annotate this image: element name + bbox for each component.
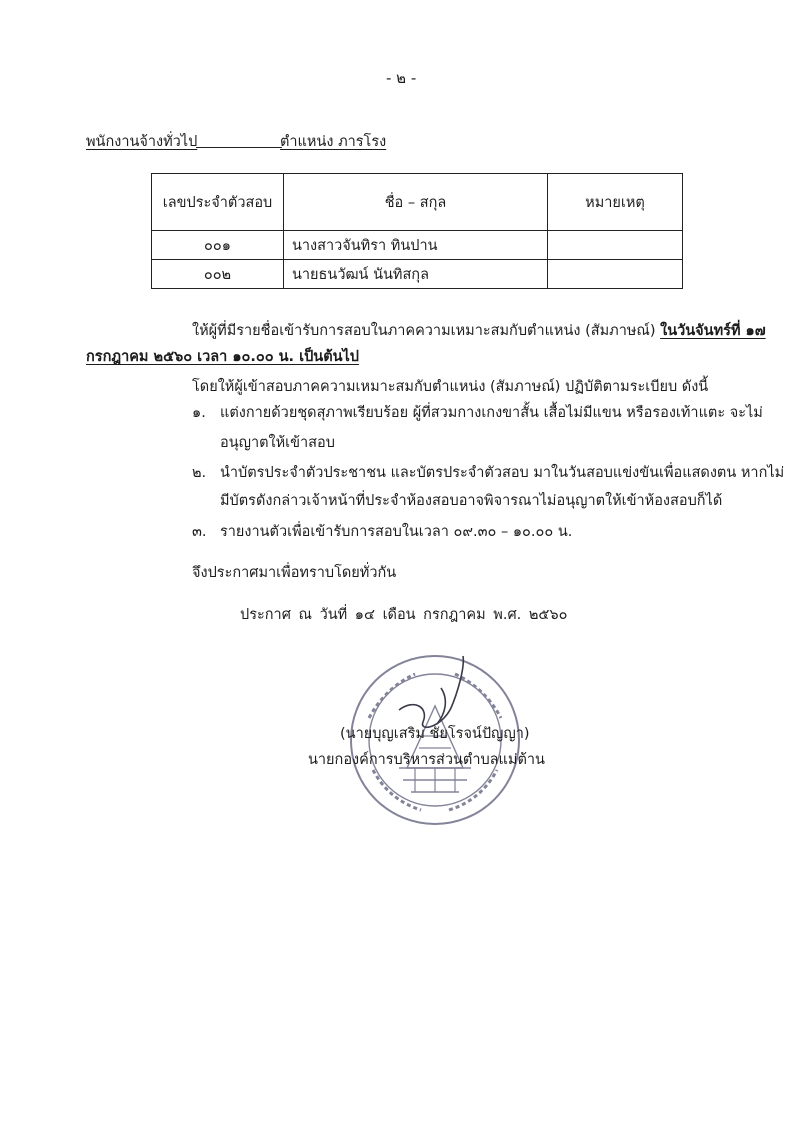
interview-text: ให้ผู้ที่มีรายชื่อเข้ารับการสอบในภาคความเหมาะสมกับตำแหน่ง (สัมภาษณ์) bbox=[192, 323, 661, 339]
table-row bbox=[152, 231, 683, 260]
table-row bbox=[152, 260, 683, 289]
cell-full-name: นางสาวจันทิรา ทินปาน bbox=[284, 231, 548, 260]
rule-text: นำบัตรประจำตัวประชาชน และบัตรประจำตัวสอบ มาในวันสอบแข่งขันเพื่อแสดงตน หากไม่ bbox=[220, 465, 785, 481]
column-header-id: เลขประจำตัวสอบ bbox=[152, 174, 284, 231]
candidate-table bbox=[151, 173, 683, 289]
position-heading: ตำแหน่ง ภารโรง bbox=[280, 134, 387, 150]
cell-note bbox=[548, 260, 683, 289]
interview-paragraph bbox=[192, 321, 766, 341]
interview-date-part1: ในวันจันทร์ที่ ๑๗ bbox=[660, 323, 766, 339]
interview-date-part2: กรกฎาคม ๒๕๖๐ เวลา ๑๐.๐๐ น. เป็นต้นไป bbox=[86, 349, 360, 365]
column-header-name: ชื่อ – สกุล bbox=[284, 174, 548, 231]
page-number: - ๒ - bbox=[386, 69, 417, 87]
rule-text-continued: มีบัตรดังกล่าวเจ้าหน้าที่ประจำห้องสอบอาจพิจารณาไม่อนุญาตให้เข้าห้องสอบก็ได้ bbox=[220, 493, 723, 509]
rule-text: แต่งกายด้วยชุดสุภาพเรียบร้อย ผู้ที่สวมกางเกงขาสั้น เสื้อไม่มีแขน หรือรองเท้าแตะ จะไม่ bbox=[220, 405, 763, 421]
rule-text: รายงานตัวเพื่อเข้ารับการสอบในเวลา ๐๙.๓๐ – ๑๐.๐๐ น. bbox=[220, 524, 573, 540]
heading-underline-gap bbox=[196, 147, 282, 148]
announcement-date: ประกาศ ณ วันที่ ๑๔ เดือน กรกฎาคม พ.ศ. ๒๕๖๐ bbox=[240, 607, 568, 623]
signer-name: (นายบุญเสริม ชัยโรจน์ปัญญา) bbox=[340, 726, 530, 742]
cell-exam-id: ๐๐๑ bbox=[152, 231, 284, 260]
rule-number: ๒. bbox=[192, 465, 207, 481]
rule-text-continued: อนุญาตให้เข้าสอบ bbox=[220, 435, 335, 451]
cell-exam-id: ๐๐๒ bbox=[152, 260, 284, 289]
rules-intro: โดยให้ผู้เข้าสอบภาคความเหมาะสมกับตำแหน่ง (สัมภาษณ์) ปฏิบัติตามระเบียบ ดังนี้ bbox=[192, 379, 709, 395]
cell-full-name: นายธนวัฒน์ นันทิสกุล bbox=[284, 260, 548, 289]
rule-number: ๓. bbox=[192, 524, 207, 540]
column-header-note: หมายเหตุ bbox=[548, 174, 683, 231]
rule-number: ๑. bbox=[192, 405, 206, 421]
employee-group-heading: พนักงานจ้างทั่วไป bbox=[86, 134, 198, 150]
signer-title: นายกองค์การบริหารส่วนตำบลแม่ต้าน bbox=[308, 752, 545, 768]
table-header-row bbox=[152, 174, 683, 231]
cell-note bbox=[548, 231, 683, 260]
interview-date-line bbox=[86, 347, 359, 367]
closing-statement: จึงประกาศมาเพื่อทราบโดยทั่วกัน bbox=[192, 565, 397, 581]
